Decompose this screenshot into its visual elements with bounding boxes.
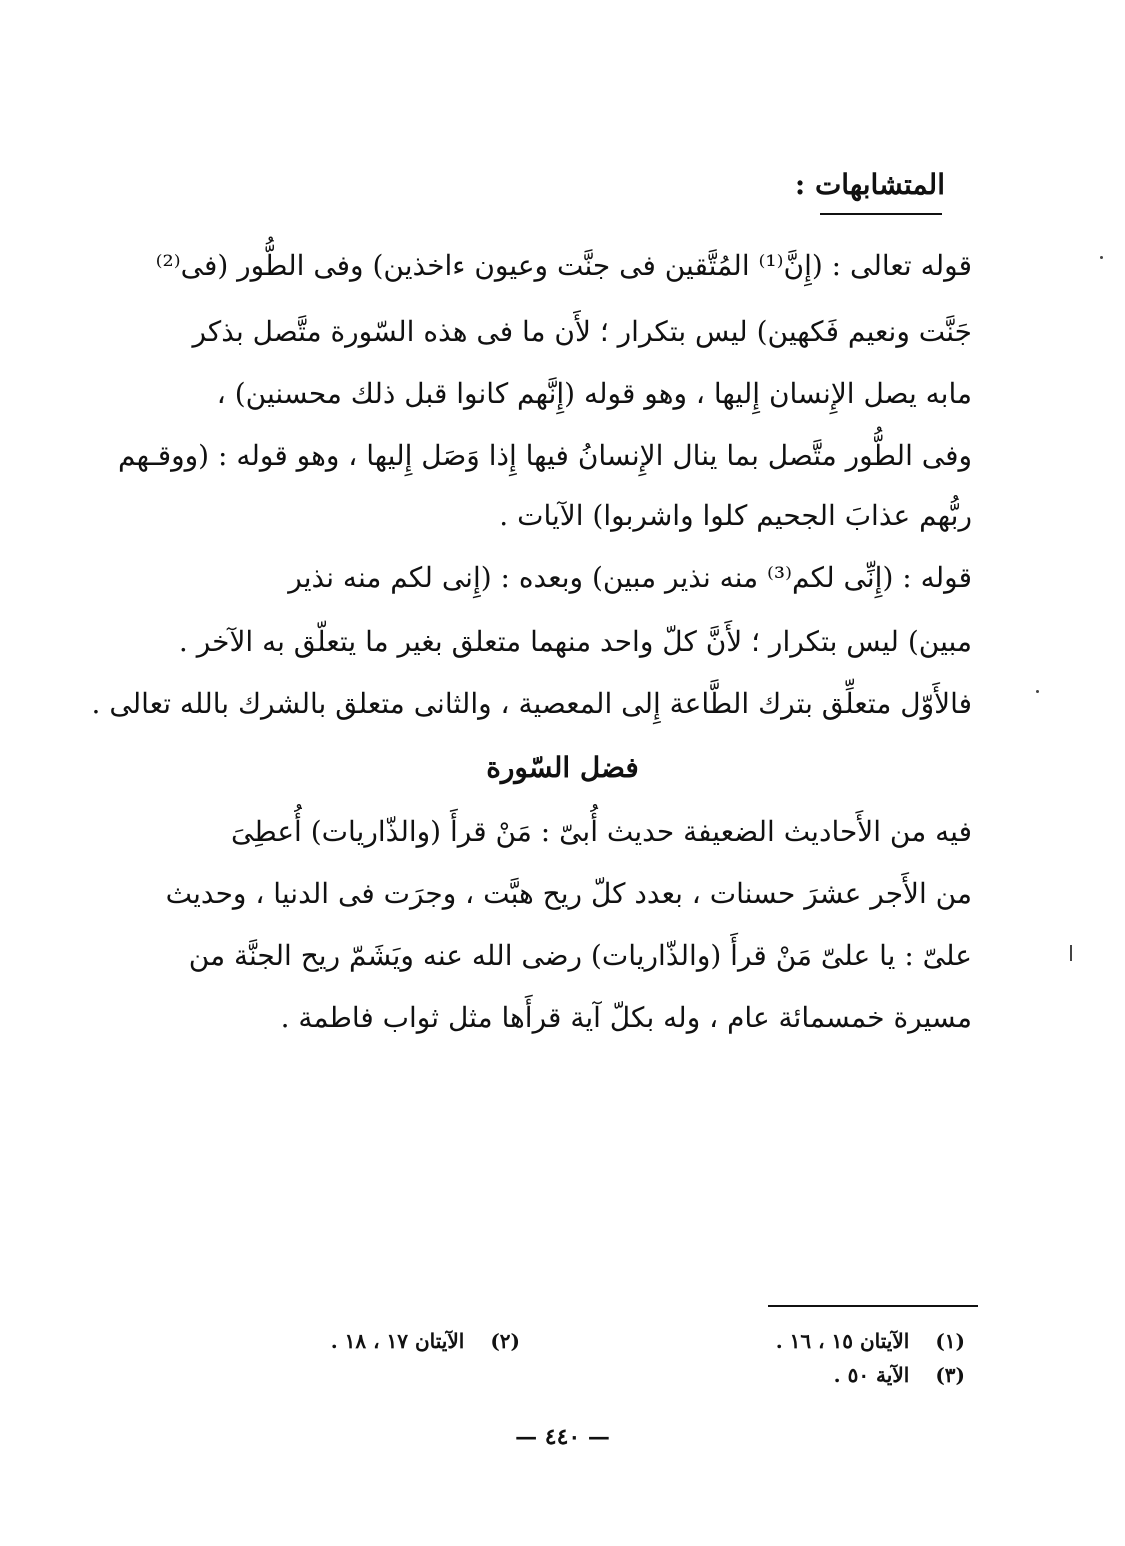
text-line: قوله تعالى : (إِنَّ⁽¹⁾ المُتَّقين فى جنَّت وعيون ءاخذين) وفى الطُّور (فى⁽²⁾ <box>155 249 972 282</box>
scan-mark <box>1070 945 1072 961</box>
text-line: جَنَّت ونعيم فَكهين) ليس بتكرار ؛ لأَن ما فى هذه السّورة متَّصل بذكر <box>192 315 972 348</box>
text-line: مابه يصل الإِنسان إِليها ، وهو قوله (إِنَّهم كانوا قبل ذلك محسنين) ، <box>216 377 972 410</box>
footnote-2 <box>331 1327 520 1355</box>
text-line: قوله : (إِنِّى لكم⁽³⁾ منه نذير مبين) وبعده : (إِنى لكم منه نذير <box>288 561 972 594</box>
footnote-text: الآيتان ١٥ ، ١٦ . <box>775 1329 910 1353</box>
scan-speck <box>1100 256 1103 259</box>
text-line: فالأَوّل متعلِّق بترك الطَّاعة إِلى المعصية ، والثانى متعلق بالشرك بالله تعالى . <box>91 687 972 720</box>
footnote-number: (٣) <box>935 1363 965 1387</box>
text-line: وفى الطُّور متَّصل بما ينال الإِنسانُ فيها إِذا وَصَل إِليها ، وهو قوله : (ووقـهم <box>118 439 972 472</box>
text-line: مبين) ليس بتكرار ؛ لأَنَّ كلّ واحد منهما متعلق بغير ما يتعلّق به الآخر . <box>178 625 972 658</box>
text-line: ربُّهم عذابَ الجحيم كلوا واشربوا) الآيات . <box>499 499 972 532</box>
footnote-text: الآيتان ١٧ ، ١٨ . <box>330 1329 465 1353</box>
text-line: مسيرة خمسمائة عام ، وله بكلّ آية قرأَها مثل ثواب فاطمة . <box>280 1001 972 1034</box>
heading-underline <box>820 213 942 215</box>
footnote-1 <box>776 1327 965 1355</box>
section-heading: المتشابهات : <box>794 168 945 201</box>
footnote-number: (٢) <box>490 1329 520 1353</box>
footnote-number: (١) <box>935 1329 965 1353</box>
footnote-text: الآية ٥٠ . <box>833 1363 910 1387</box>
page-number: — ٤٤٠ — <box>515 1424 610 1450</box>
text-line: علىّ : يا علىّ مَنْ قرأَ (والذّاريات) رضى الله عنه ويَشَمّ ريح الجنَّة من <box>188 939 972 972</box>
text-line: فيه من الأَحاديث الضعيفة حديث أُبىّ : مَنْ قرأَ (والذّاريات) أُعطِىَ <box>231 815 972 848</box>
section-title: فضل السّورة <box>486 751 639 784</box>
footnote-3 <box>834 1361 965 1389</box>
text-line: من الأَجر عشرَ حسنات ، بعدد كلّ ريح هبَّت ، وجرَت فى الدنيا ، وحديث <box>165 877 972 910</box>
scan-speck <box>1036 690 1039 693</box>
footnote-divider <box>768 1305 978 1307</box>
